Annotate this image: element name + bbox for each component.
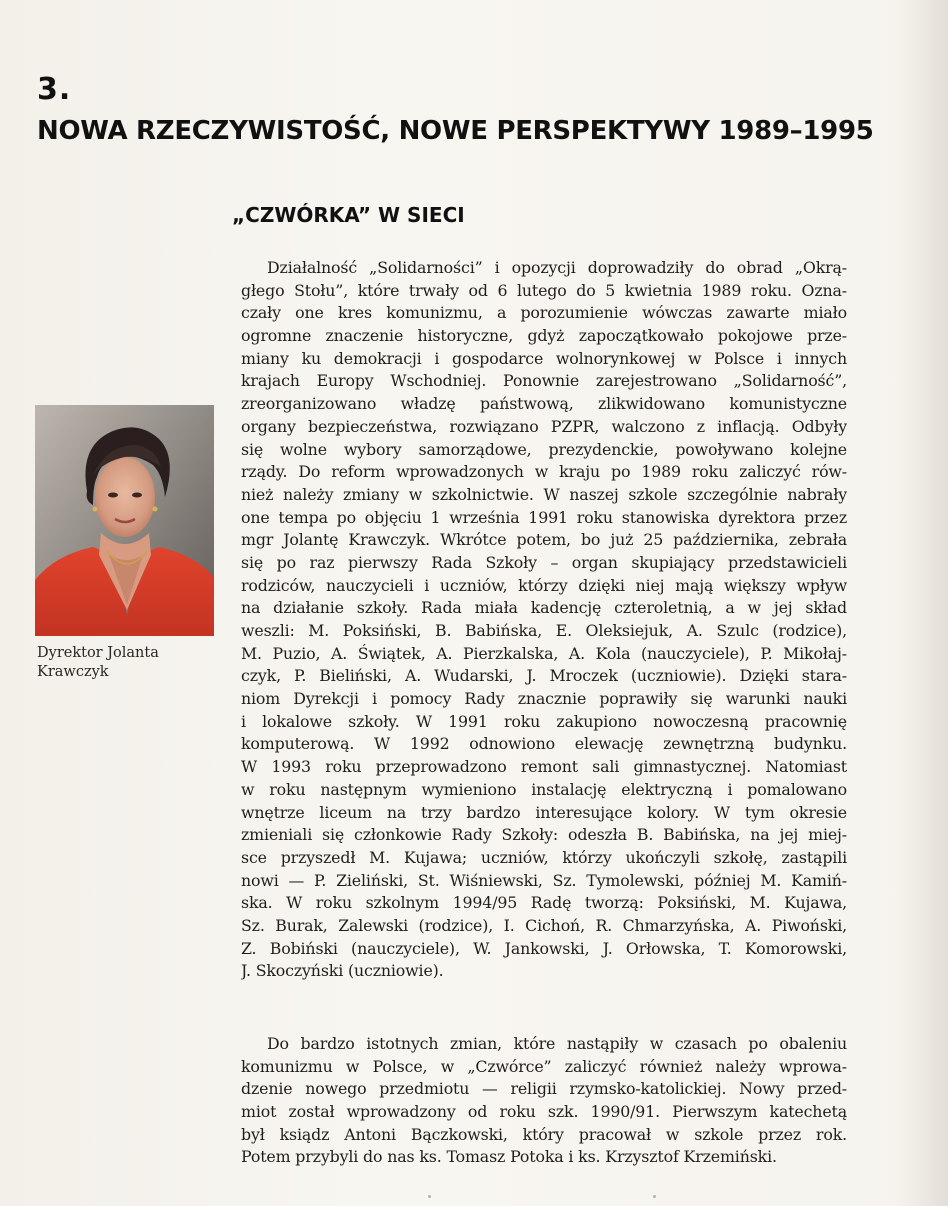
text-line: miot został wprowadzony od roku szk. 1990/91. Pierwszym katechetą xyxy=(241,1102,847,1122)
text-line: czały one kres komunizmu, a porozumienie wówczas zawarte miało xyxy=(241,303,847,323)
text-line: mgr Jolantę Krawczyk. Wkrótce potem, bo już 25 października, zebrała xyxy=(241,530,847,550)
text-line: rządy. Do reform wprowadzonych w kraju po 1989 roku zaliczyć rów- xyxy=(241,462,847,482)
text-line: W 1993 roku przeprowadzono remont sali gimnastycznej. Natomiast xyxy=(241,757,847,777)
chapter-number: 3. xyxy=(37,72,72,107)
text-line: ska. W roku szkolnym 1994/95 Radę tworzą: Poksiński, M. Kujawa, xyxy=(241,893,847,913)
text-line: Z. Bobiński (nauczyciele), W. Jankowski, J. Orłowska, T. Komorowski, xyxy=(241,938,847,958)
text-line: niom Dyrekcji i pomocy Rady znacznie poprawiły się warunki nauki xyxy=(241,689,847,709)
text-line: Działalność „Solidarności” i opozycji doprowadziły do obrad „Okrą- xyxy=(267,258,847,277)
text-line: rodziców, nauczycieli i uczniów, którzy dzięki niej mają większy wpływ xyxy=(241,575,847,595)
text-line: czyk, P. Bieliński, A. Wudarski, J. Mroczek (uczniowie). Dzięki stara- xyxy=(241,666,847,686)
text-line: M. Puzio, A. Świątek, A. Pierzkalska, A. Kola (nauczyciele), P. Mikołaj- xyxy=(241,643,847,663)
text-line: organy bezpieczeństwa, rozwiązano PZPR, walczono z inflacją. Odbyły xyxy=(241,416,847,436)
text-line: i lokalowe szkoły. W 1991 roku zakupiono nowoczesną pracownię xyxy=(241,711,847,731)
text-line: Do bardzo istotnych zmian, które nastąpiły w czasach po obaleniu xyxy=(267,1034,847,1053)
text-line: się wolne wybory samorządowe, prezydenckie, powoływano kolejne xyxy=(241,439,847,459)
text-line: na działanie szkoły. Rada miała kadencję czteroletnią, a w jej skład xyxy=(241,598,847,618)
text-line: nież należy zmiany w szkolnictwie. W naszej szkole szczególnie nabrały xyxy=(241,484,847,504)
text-line: wnętrze liceum na trzy bardzo interesujące kolory. W tym okresie xyxy=(241,802,847,822)
photo-caption: Dyrektor Jolanta Krawczyk xyxy=(37,645,159,680)
text-line: Potem przybyli do nas ks. Tomasz Potoka i ks. Krzysztof Krzemiński. xyxy=(241,1147,777,1167)
portrait-photo xyxy=(35,405,214,636)
page-speck xyxy=(428,1195,431,1198)
text-line: w roku następnym wymieniono instalację elektryczną i pomalowano xyxy=(241,779,847,799)
portrait-image xyxy=(35,405,214,636)
text-line: J. Skoczyński (uczniowie). xyxy=(241,961,444,981)
text-line: one tempa po objęciu 1 września 1991 roku stanowiska dyrektora przez xyxy=(241,507,847,527)
text-line: Sz. Burak, Zalewski (rodzice), I. Cichoń, R. Chmarzyńska, A. Piwoński, xyxy=(241,915,847,935)
text-line: ogromne znaczenie historyczne, gdyż zapoczątkowało pokojowe prze- xyxy=(241,326,847,346)
text-line: dzenie nowego przedmiotu — religii rzymsko-katolickiej. Nowy przed- xyxy=(241,1079,847,1099)
text-line: sce przyszedł M. Kujawa; uczniów, którzy ukończyli szkołę, zastąpili xyxy=(241,847,847,867)
body-paragraph-1 xyxy=(241,257,847,983)
chapter-title: NOWA RZECZYWISTOŚĆ, NOWE PERSPEKTYWY 1989–1995 xyxy=(37,116,874,146)
page-edge-shadow xyxy=(896,0,948,1206)
page-speck xyxy=(653,1195,656,1198)
text-line: krajach Europy Wschodniej. Ponownie zarejestrowano „Solidarność”, xyxy=(241,371,847,391)
text-line: zmieniali się członkowie Rady Szkoły: odeszła B. Babińska, na jej miej- xyxy=(241,825,847,845)
body-paragraph-2 xyxy=(241,1033,847,1169)
text-line: komunizmu w Polsce, w „Czwórce” zaliczyć również należy wprowa- xyxy=(241,1056,847,1076)
text-line: miany ku demokracji i gospodarce wolnorynkowej w Polsce i innych xyxy=(241,348,847,368)
text-line: zreorganizowano władzę państwową, zlikwidowano komunistyczne xyxy=(241,394,847,414)
text-line: był ksiądz Antoni Bączkowski, który pracował w szkole przez rok. xyxy=(241,1124,847,1144)
text-line: głego Stołu”, które trwały od 6 lutego do 5 kwietnia 1989 roku. Ozna- xyxy=(241,280,847,300)
section-title: „CZWÓRKA” W SIECI xyxy=(232,203,465,227)
text-line: nowi — P. Zieliński, St. Wiśniewski, Sz. Tymolewski, później M. Kamiń- xyxy=(241,870,847,890)
text-line: komputerową. W 1992 odnowiono elewację zewnętrzną budynku. xyxy=(241,734,847,754)
text-line: się po raz pierwszy Rada Szkoły – organ skupiający przedstawicieli xyxy=(241,552,847,572)
text-line: weszli: M. Poksiński, B. Babińska, E. Oleksiejuk, A. Szulc (rodzice), xyxy=(241,621,847,640)
